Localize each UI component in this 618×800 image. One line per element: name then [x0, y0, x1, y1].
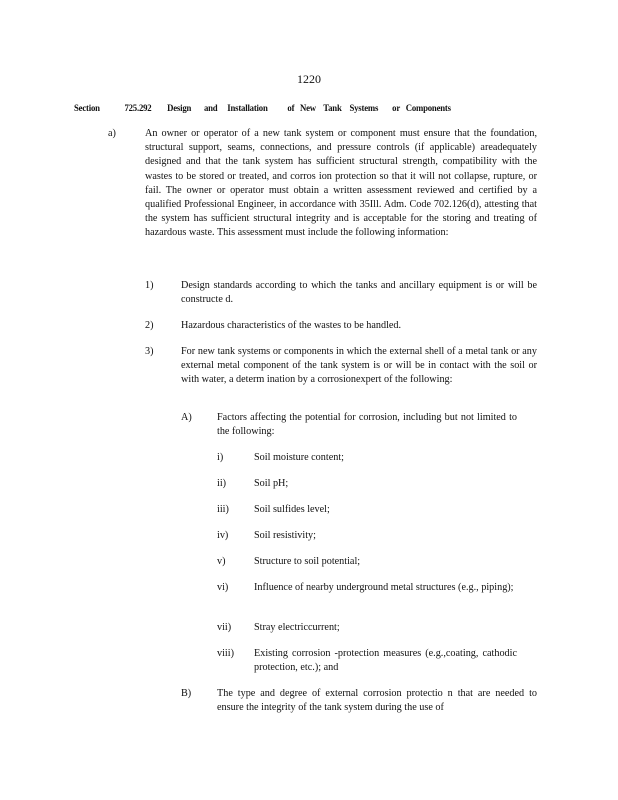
heading-word: of [287, 103, 295, 113]
heading-word: and [203, 103, 218, 113]
heading-word: Design [167, 103, 192, 113]
item-label: ii) [217, 478, 227, 489]
item-label: iii) [217, 504, 229, 515]
paragraph-text: Factors affecting the potential for corrosion, including but not limited to the following: [217, 412, 517, 438]
item-label: a) [108, 128, 116, 139]
heading-word: Installation [227, 103, 268, 113]
heading-word: New [300, 103, 316, 113]
paragraph-text: Soil pH; [254, 478, 289, 489]
item-label: viii) [217, 648, 234, 659]
paragraph-text: Existing corrosion -protection measures (e.g.,coating, cathodic protection, etc.); and [254, 648, 517, 674]
page-number: 1220 [297, 72, 321, 86]
paragraph-text: Soil resistivity; [254, 530, 316, 541]
paragraph-text: An owner or operator of a new tank system or component must ensure that the foundation, structural support, seams, connections, and pressure controls (if applicable) areadequately designed and that the tank system has sufficient structural strength, compatibility with the wastes to be stored or treated, and corros ion protection so that it will not collapse, rupture, or fail. The owner or operator must obtain a written assessment reviewed and certified by a qualified Professional Engineer, in accordance with 35Ill. Adm. Code 702.126(d), attesting that the system has sufficient structural integrity and is acceptable for the storing and treating of hazardous waste. This assessment must include the following information: [145, 128, 537, 239]
heading-word: Tank [323, 103, 342, 113]
paragraph-text: Structure to soil potential; [254, 556, 361, 567]
paragraph-text: For new tank systems or components in which the external shell of a metal tank or any external metal component of the tank system is or will be in contact with the soil or with water, a determ ination by a corrosionexpert of the following: [181, 346, 537, 386]
paragraph-text: Soil sulfides level; [254, 504, 330, 515]
item-label: B) [181, 688, 192, 699]
paragraph-text: Influence of nearby underground metal structures (e.g., piping); [254, 582, 514, 593]
paragraph-text: Hazardous characteristics of the wastes to be handled. [181, 320, 402, 331]
paragraph-text: The type and degree of external corrosion protectio n that are needed to ensure the integrity of the tank system during the use of [217, 688, 537, 714]
section-label: Section [74, 103, 100, 113]
section-heading [74, 103, 451, 113]
paragraph-text: Soil moisture content; [254, 452, 344, 463]
item-label: A) [181, 412, 192, 423]
paragraph-text: Stray electriccurrent; [254, 622, 340, 633]
item-label: 3) [145, 346, 154, 357]
item-label: v) [217, 556, 226, 567]
heading-word: Components [405, 103, 451, 113]
heading-word: or [392, 103, 401, 113]
item-label: vii) [217, 622, 232, 633]
section-number: 725.292 [124, 103, 152, 113]
item-label: i) [217, 452, 224, 463]
item-label: iv) [217, 530, 229, 541]
item-label: 2) [145, 320, 154, 331]
heading-word: Systems [349, 103, 379, 113]
item-label: vi) [217, 582, 229, 593]
paragraph-text: Design standards according to which the tanks and ancillary equipment is or will be constructe d. [181, 280, 537, 306]
item-label: 1) [145, 280, 154, 291]
